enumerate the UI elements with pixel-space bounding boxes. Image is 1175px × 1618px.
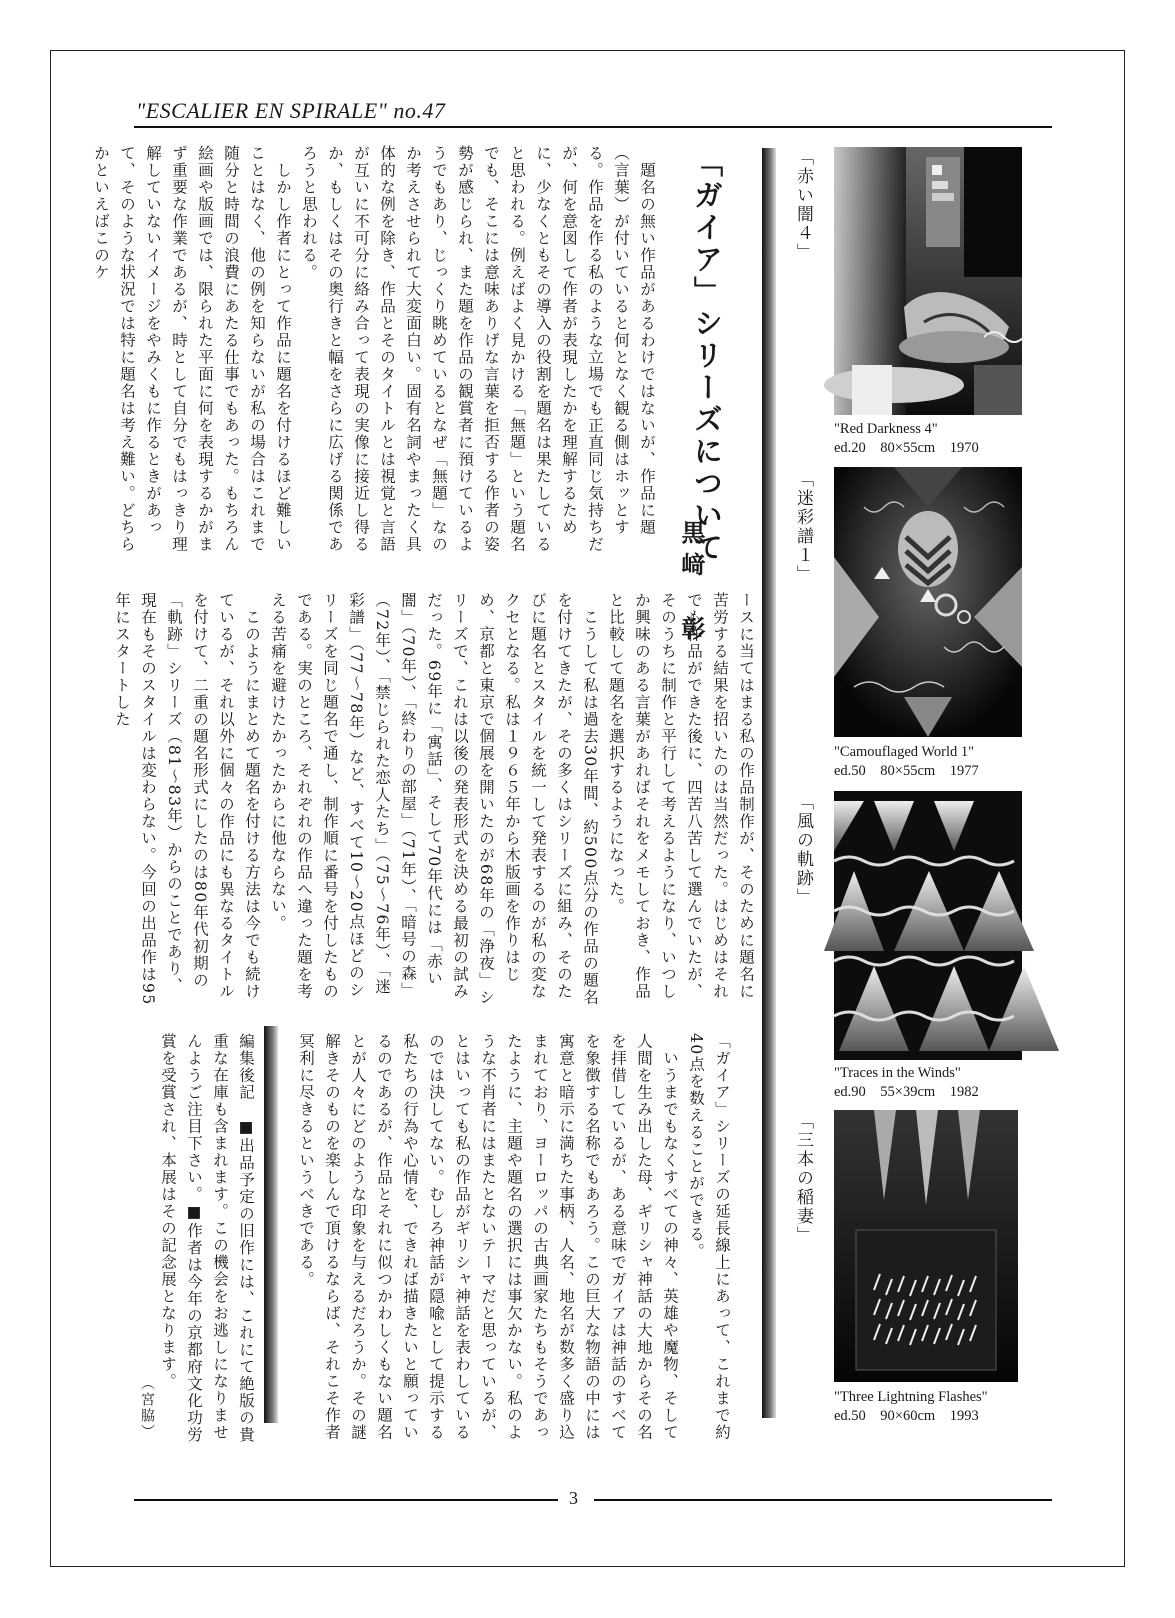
editor-note: 編集後記 ■出品予定の旧作には、これにて絶版の貴重な在庫も含まれます。この機会をお逃しになりませんようご注目下さい。■作者は今年の京都府文化功労賞を受賞され、本展はその記念展となります。: [159, 1033, 255, 1444]
artwork-camouflaged-world-1: [834, 467, 1022, 737]
newsletter-title: "ESCALIER EN SPIRALE" no.47: [136, 98, 446, 123]
artwork-details: ed.20 80×55cm 1970: [834, 440, 979, 456]
artwork-title-en: "Traces in the Winds": [834, 1065, 961, 1081]
header-rule: [134, 126, 1052, 128]
artwork-title-en: "Red Darkness 4": [834, 421, 938, 437]
editor-signature: （宮脇）: [139, 1376, 155, 1440]
artwork-title-ja: 「赤い闇４」: [793, 148, 813, 262]
artwork-title-ja: 「迷彩譜１」: [793, 470, 813, 584]
artwork-details: ed.90 55×39cm 1982: [834, 1084, 979, 1100]
article-author: 黒﨑 彰: [677, 520, 706, 648]
artwork-details: ed.50 80×55cm 1977: [834, 763, 979, 779]
artwork-title-en: "Camouflaged World 1": [834, 744, 975, 760]
footer-rule-right: [594, 1499, 1052, 1501]
article-block-top: 題名の無い作品があるわけではないが、作品に題（言葉）が付いていると何となく観る側はホッとする。作品を作る私のような立場でも正直同じ気持ちだが、何を意図して作者が表現したかを理解するために、少なくともその導入の役割を題名は果たしていると思われる。例えばよく見かける「無題」という題名でも、そこには意味ありげな言葉を拒否する作者の姿勢が感じられ、また題を作品の観賞者に預けているようでもあり、じっくり眺めているとなぜ「無題」なのか考えさせられて大変面白い。固有名詞やまったく具体的な例を除き、作品とそのタイトルとは視覚と言語が互いに不可分に絡み合って表現の実像に接近し得るか、もしくはその奥行きと幅をさらに広げる関係であろうと思われる。 しかし作者にとって作品に題名を付けるほど難しいことはなく、他の例を知らないが私の場合はこれまで随分と時間の浪費にあたる仕事でもあった。もちろん絵画や版画では、限られた平面に何を表現するかがまず重要な作業であるが、時として自分でもはっきり理解していないイメージをやみくもに作るときがあって、そのような状況では特に題名は考え難い。どちらかといえばこのケ: [92, 145, 656, 553]
artwork-details: ed.50 90×60cm 1993: [834, 1408, 979, 1424]
artwork-red-darkness-4: [834, 147, 1022, 415]
article-title: 「ガイア」シリーズについて: [690, 148, 724, 564]
artwork-title-en: "Three Lightning Flashes": [834, 1389, 988, 1405]
footer-rule-left: [134, 1499, 558, 1501]
page-number: 3: [569, 1488, 578, 1508]
article-block-bottom: 「ガイア」シリーズの延長線上にあって、これまで約40点を数えることができる。 いうまでもなくすべての神々、英雄や魔物、そして人間を生み出した母、ギリシャ神話の大地からその名を拝借しているが、ある意味でガイアは神話のすべてを象徴する名称でもあろう。この巨大な物語の中には寓意と暗示に満ちた事柄、人名、地名が数多く盛り込まれており、ヨーロッパの古典画家たちもそうであったように、主題や題名の選択には事欠かない。私のような不肖者にはまたとないテーマだと思っているが、とはいっても私の作品がギリシャ神話を表わしているのでは決してない。むしろ神話が隠喩として提示する私たちの行為や心情を、できれば描きたいと願っているのであるが、作品とそれに似つかわしくもない題名とが人々にどのような印象を与えるだろうか。その謎解きそのものを楽しんで頂けるならば、それこそ作者冥利に尽きるというべきである。: [297, 1033, 731, 1441]
artwork-title-ja: 「風の軌跡」: [793, 793, 813, 907]
note-divider-bar: [264, 1026, 278, 1423]
artwork-traces-in-the-winds: [834, 791, 1022, 1060]
artwork-three-lightning-flashes: [834, 1110, 1018, 1382]
article-block-middle: ースに当てはまる私の作品制作が、そのために題名に苦労する結果を招いたのは当然だった。はじめはそれでも作品ができた後に、四苦八苦して選んでいたが、そのうちに制作と平行して考えるようになり、いつしか興味のある言葉があればそれをメモしておき、作品と比較して題名を選択するようになった。 こうして私は過去30年間、約500点分の作品の題名を付けてきたが、その多くはシリーズに組み、そのたびに題名とスタイルを統一して発表するのが私の変なクセとなる。私は１９６５年から木版画を作りはじめ、京都と東京で個展を開いたのが68年の「浄夜」シリーズで、これは以後の発表形式を決める最初の試みだった。69年に「寓話」、そして70年代には「赤い闇」（70年）、「終わりの部屋」（71年）、「暗号の森」（72年）、「禁じられた恋人たち」（75〜76年）、「迷彩譜」（77〜78年）など、すべて10〜20点ほどのシリーズを同じ題名で通し、制作順に番号を付したものである。実のところ、それぞれの作品へ違った題を考える苦痛を避けたかったからに他ならない。 このようにまとめて題名を付ける方法は今でも続けているが、それ以外に個々の作品にも異なるタイトルを付けて、二重の題名形式にしたのは80年代初期の「軌跡」シリーズ（81〜83年）からのことであり、現在もそのスタイルは変わらない。今回の出品作は95年にスタートした: [113, 592, 755, 1006]
artwork-title-ja: 「三本の稲妻」: [793, 1112, 813, 1245]
column-divider-bar: [762, 148, 776, 1418]
